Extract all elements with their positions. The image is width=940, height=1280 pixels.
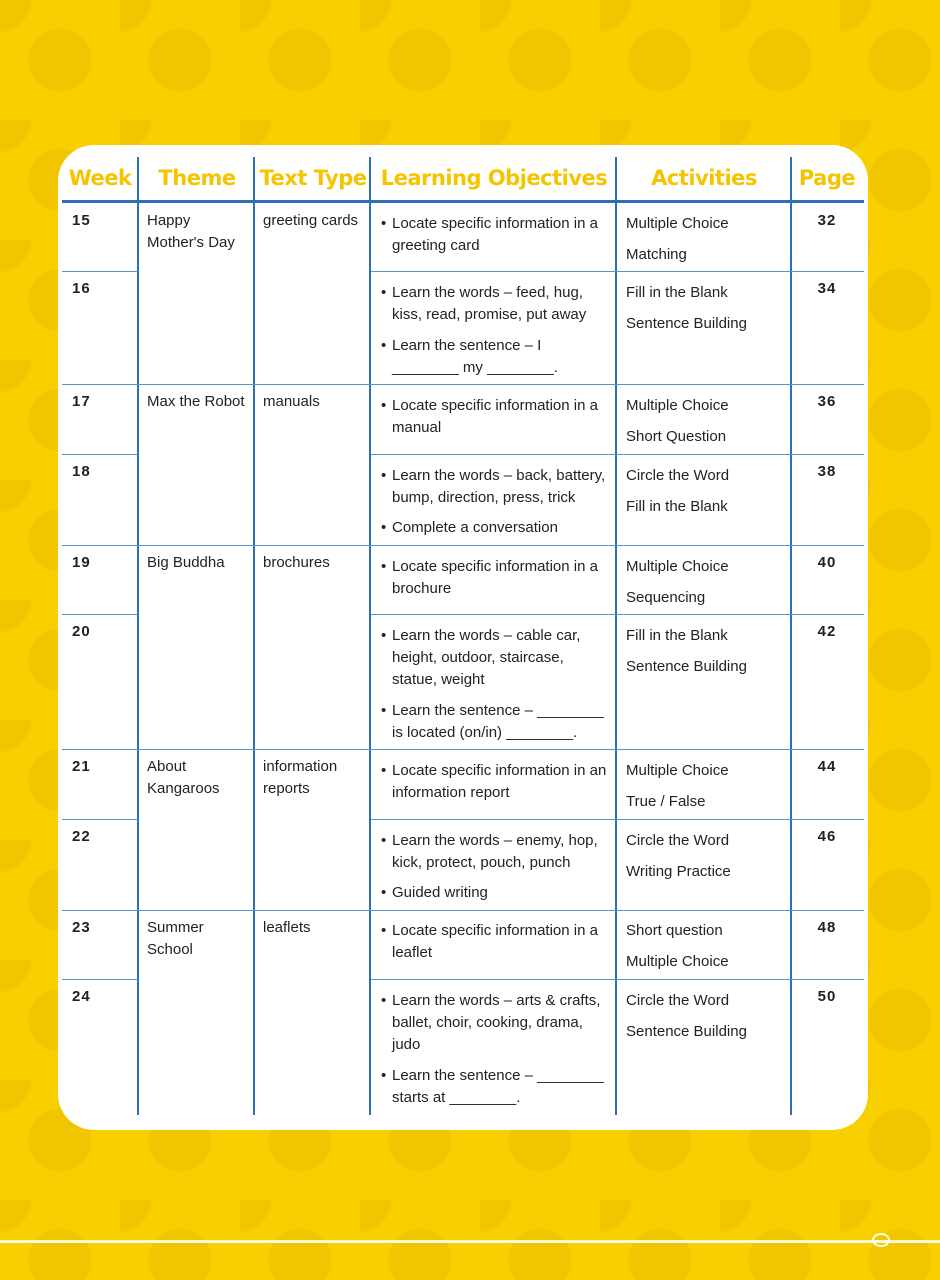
learning-objective-text: Learn the sentence – ________ starts at ________. <box>392 1067 604 1106</box>
text-type-cell: brochures <box>263 554 330 571</box>
page-number: 42 <box>817 623 837 640</box>
text-type-cell: information reports <box>263 758 338 797</box>
row-divider <box>62 454 138 455</box>
learning-objective-text: Locate specific information in a manual <box>392 397 598 436</box>
row-divider <box>62 271 138 272</box>
row-divider <box>62 910 864 911</box>
bullet-icon: • <box>381 702 387 719</box>
learning-objective-text: Learn the words – enemy, hop, kick, protect, pouch, punch <box>392 832 598 871</box>
header-text-type: Text Type <box>259 166 367 190</box>
row-divider <box>62 384 864 385</box>
activity-item: Sentence Building <box>626 315 747 332</box>
row-divider <box>371 979 864 980</box>
week-number: 20 <box>72 623 91 640</box>
activity-item: Fill in the Blank <box>626 498 728 515</box>
text-type-cell: greeting cards <box>263 212 359 229</box>
learning-objective-item <box>381 990 612 1056</box>
learning-objective-item <box>381 465 612 509</box>
header-divider <box>62 200 864 203</box>
activity-item: Circle the Word <box>626 832 730 849</box>
theme-cell: Happy Mother's Day <box>147 212 235 251</box>
week-number: 23 <box>72 919 91 936</box>
header-learning-objectives: Learning Objectives <box>380 166 608 190</box>
page-number: 50 <box>817 988 837 1005</box>
activity-item: Circle the Word <box>626 992 730 1009</box>
row-divider <box>62 545 864 546</box>
row-divider <box>62 979 138 980</box>
bullet-icon: • <box>381 762 387 779</box>
theme-cell: About Kangaroos <box>147 758 220 797</box>
page-number: 38 <box>817 463 837 480</box>
bullet-icon: • <box>381 558 387 575</box>
activity-item: Sentence Building <box>626 1023 747 1040</box>
learning-objective-text: Learn the words – arts & crafts, ballet, choir, cooking, drama, judo <box>392 992 601 1053</box>
theme-cell: Summer School <box>147 919 204 958</box>
learning-objective-item <box>381 335 612 379</box>
learning-objective-text: Learn the words – cable car, height, outdoor, staircase, statue, weight <box>392 627 581 688</box>
activity-item: Multiple Choice <box>626 215 729 232</box>
learning-objective-item <box>381 1065 612 1109</box>
bullet-icon: • <box>381 467 387 484</box>
column-divider <box>615 157 617 1115</box>
bullet-icon: • <box>381 1067 387 1084</box>
bullet-icon: • <box>381 832 387 849</box>
activity-item: Multiple Choice <box>626 397 729 414</box>
learning-objective-text: Learn the sentence – I ________ my ________. <box>392 337 558 376</box>
theme-cell: Big Buddha <box>147 554 225 571</box>
header-week: Week <box>68 166 132 190</box>
row-divider <box>62 749 864 750</box>
learning-objective-text: Learn the words – back, battery, bump, direction, press, trick <box>392 467 606 506</box>
learning-objective-item <box>381 282 612 326</box>
bullet-icon: • <box>381 397 387 414</box>
week-number: 18 <box>72 463 91 480</box>
learning-objective-item <box>381 920 612 964</box>
learning-objective-item <box>381 700 612 744</box>
week-number: 21 <box>72 758 91 775</box>
activity-item: Short Question <box>626 428 727 445</box>
activity-item: Matching <box>626 246 687 263</box>
page-number: 46 <box>817 828 837 845</box>
activity-item: Short question <box>626 922 723 939</box>
header-activities: Activities <box>651 166 757 190</box>
learning-objective-item <box>381 625 612 691</box>
learning-objective-text: Guided writing <box>392 884 488 901</box>
page-number: 36 <box>817 393 837 410</box>
bullet-icon: • <box>381 884 387 901</box>
bullet-icon: • <box>381 922 387 939</box>
activity-item: Sequencing <box>626 589 706 606</box>
header-theme: Theme <box>158 166 236 190</box>
learning-objective-text: Locate specific information in a leaflet <box>392 922 598 961</box>
bullet-icon: • <box>381 627 387 644</box>
decorative-curl <box>872 1233 890 1247</box>
activity-item: Multiple Choice <box>626 558 729 575</box>
week-number: 24 <box>72 988 91 1005</box>
page-number: 44 <box>817 758 837 775</box>
activity-item: Sentence Building <box>626 658 747 675</box>
week-number: 22 <box>72 828 91 845</box>
activity-item: Multiple Choice <box>626 762 729 779</box>
row-divider <box>371 819 864 820</box>
text-type-cell: manuals <box>263 393 320 410</box>
learning-objective-text: Locate specific information in an information report <box>392 762 607 801</box>
column-divider <box>137 157 139 1115</box>
column-divider <box>369 157 371 1115</box>
learning-objective-item <box>381 830 612 874</box>
row-divider <box>371 271 864 272</box>
activity-item: Multiple Choice <box>626 953 729 970</box>
activity-item: Writing Practice <box>626 863 731 880</box>
activity-item: Fill in the Blank <box>626 284 728 301</box>
learning-objective-text: Learn the sentence – ________ is located (on/in) ________. <box>392 702 604 741</box>
activity-item: Circle the Word <box>626 467 730 484</box>
row-divider <box>371 454 864 455</box>
page-number: 34 <box>817 280 837 297</box>
learning-objective-item <box>381 213 612 257</box>
week-number: 16 <box>72 280 91 297</box>
learning-objective-item <box>381 882 612 904</box>
header-page: Page <box>798 166 856 190</box>
page-number: 48 <box>817 919 837 936</box>
learning-objective-text: Complete a conversation <box>392 519 558 536</box>
text-type-cell: leaflets <box>263 919 311 936</box>
activity-item: Fill in the Blank <box>626 627 728 644</box>
week-number: 15 <box>72 212 91 229</box>
learning-objective-text: Locate specific information in a greeting card <box>392 215 598 254</box>
page-number: 40 <box>817 554 837 571</box>
bullet-icon: • <box>381 215 387 232</box>
column-divider <box>253 157 255 1115</box>
learning-objective-item <box>381 556 612 600</box>
bullet-icon: • <box>381 337 387 354</box>
bullet-icon: • <box>381 284 387 301</box>
activity-item: True / False <box>626 793 706 810</box>
row-divider <box>62 614 138 615</box>
row-divider <box>62 819 138 820</box>
week-number: 17 <box>72 393 91 410</box>
learning-objective-item <box>381 395 612 439</box>
learning-objective-item <box>381 517 612 539</box>
theme-cell: Max the Robot <box>147 393 245 410</box>
learning-objective-text: Learn the words – feed, hug, kiss, read, promise, put away <box>392 284 587 323</box>
page-number: 32 <box>817 212 837 229</box>
bullet-icon: • <box>381 519 387 536</box>
row-divider <box>371 614 864 615</box>
decorative-line <box>0 1240 940 1243</box>
week-number: 19 <box>72 554 91 571</box>
bullet-icon: • <box>381 992 387 1009</box>
learning-objective-text: Locate specific information in a brochure <box>392 558 598 597</box>
learning-objective-item <box>381 760 612 804</box>
